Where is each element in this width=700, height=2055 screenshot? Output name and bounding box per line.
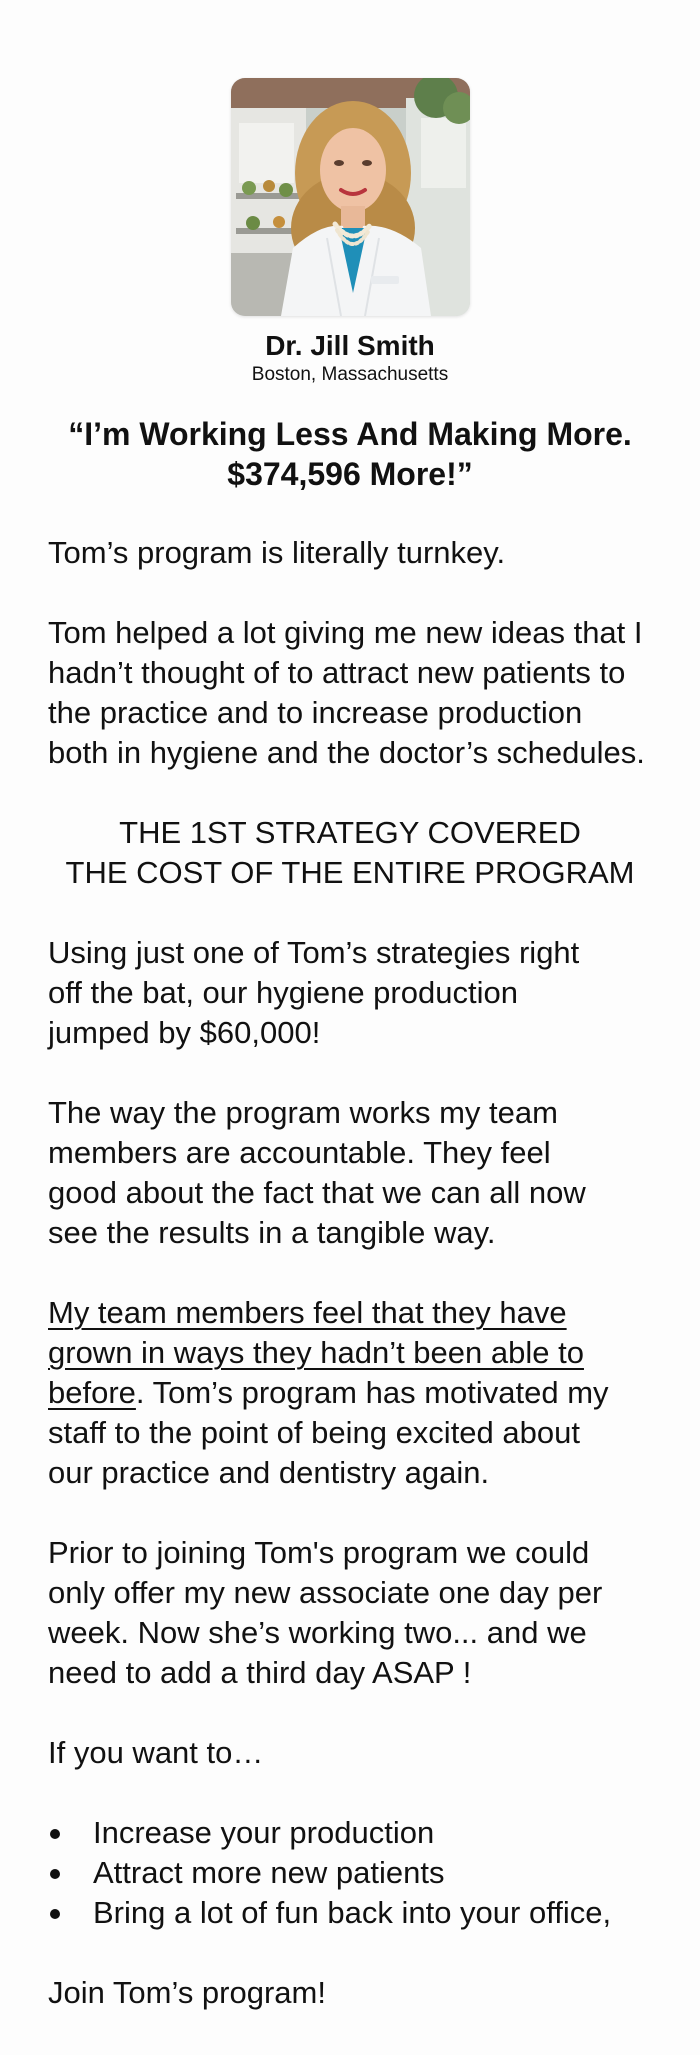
doctor-name: Dr. Jill Smith <box>265 330 435 361</box>
list-item <box>48 1813 668 1853</box>
text-line: Prior to joining Tom's program we could <box>48 1535 590 1570</box>
list-item-text: Bring a lot of fun back into your office, <box>93 1895 612 1930</box>
text-line: need to add a third day ASAP ! <box>48 1655 472 1690</box>
text-line: both in hygiene and the doctor’s schedules. <box>48 735 645 770</box>
underlined-text: My team members feel that they have <box>48 1295 567 1330</box>
text-line: the practice and to increase production <box>48 695 583 730</box>
headline-line: $374,596 More!” <box>227 456 473 492</box>
callout-line: THE 1ST STRATEGY COVERED <box>119 815 581 850</box>
list-item <box>48 1853 668 1893</box>
list-item-text: Increase your production <box>93 1815 435 1850</box>
body-paragraph <box>48 933 668 1053</box>
doctor-photo <box>231 78 470 316</box>
testimonial-body <box>48 533 668 2053</box>
text-line: The way the program works my team <box>48 1095 558 1130</box>
text-line: see the results in a tangible way. <box>48 1215 496 1250</box>
text-line: . Tom’s program has motivated my <box>135 1375 609 1410</box>
lead-in: If you want to… <box>48 1735 264 1770</box>
bullet-icon <box>50 1869 60 1879</box>
body-paragraph <box>48 1533 668 1693</box>
callout <box>0 813 700 893</box>
text-line: Tom helped a lot giving me new ideas that I <box>48 615 643 650</box>
closing-line: Join Tom’s program! <box>48 1975 326 2010</box>
text-line: Using just one of Tom’s strategies right <box>48 935 580 970</box>
body-paragraph <box>48 1093 668 1253</box>
underlined-text: before <box>48 1375 136 1410</box>
text-line: members are accountable. They feel <box>48 1135 551 1170</box>
text-line: our practice and dentistry again. <box>48 1455 490 1490</box>
text-line: only offer my new associate one day per <box>48 1575 603 1610</box>
text-line: week. Now she’s working two... and we <box>48 1615 587 1650</box>
text-line: jumped by $60,000! <box>48 1015 321 1050</box>
benefit-list <box>48 1813 668 1933</box>
list-item <box>48 1893 668 1933</box>
body-paragraph: Tom’s program is literally turnkey. <box>48 535 506 570</box>
body-paragraph <box>48 613 668 773</box>
doctor-location: Boston, Massachusetts <box>251 364 449 385</box>
list-item-text: Attract more new patients <box>93 1855 445 1890</box>
text-line: off the bat, our hygiene production <box>48 975 518 1010</box>
text-line: staff to the point of being excited about <box>48 1415 580 1450</box>
body-paragraph <box>48 1293 668 1493</box>
bullet-icon <box>50 1909 60 1919</box>
underlined-text: grown in ways they hadn’t been able to <box>48 1335 584 1370</box>
callout-line: THE COST OF THE ENTIRE PROGRAM <box>65 855 635 890</box>
headline-line: “I’m Working Less And Making More. <box>68 416 632 452</box>
bullet-icon <box>50 1829 60 1839</box>
text-line: good about the fact that we can all now <box>48 1175 586 1210</box>
testimonial-headline <box>0 414 700 494</box>
text-line: hadn’t thought of to attract new patients to <box>48 655 626 690</box>
